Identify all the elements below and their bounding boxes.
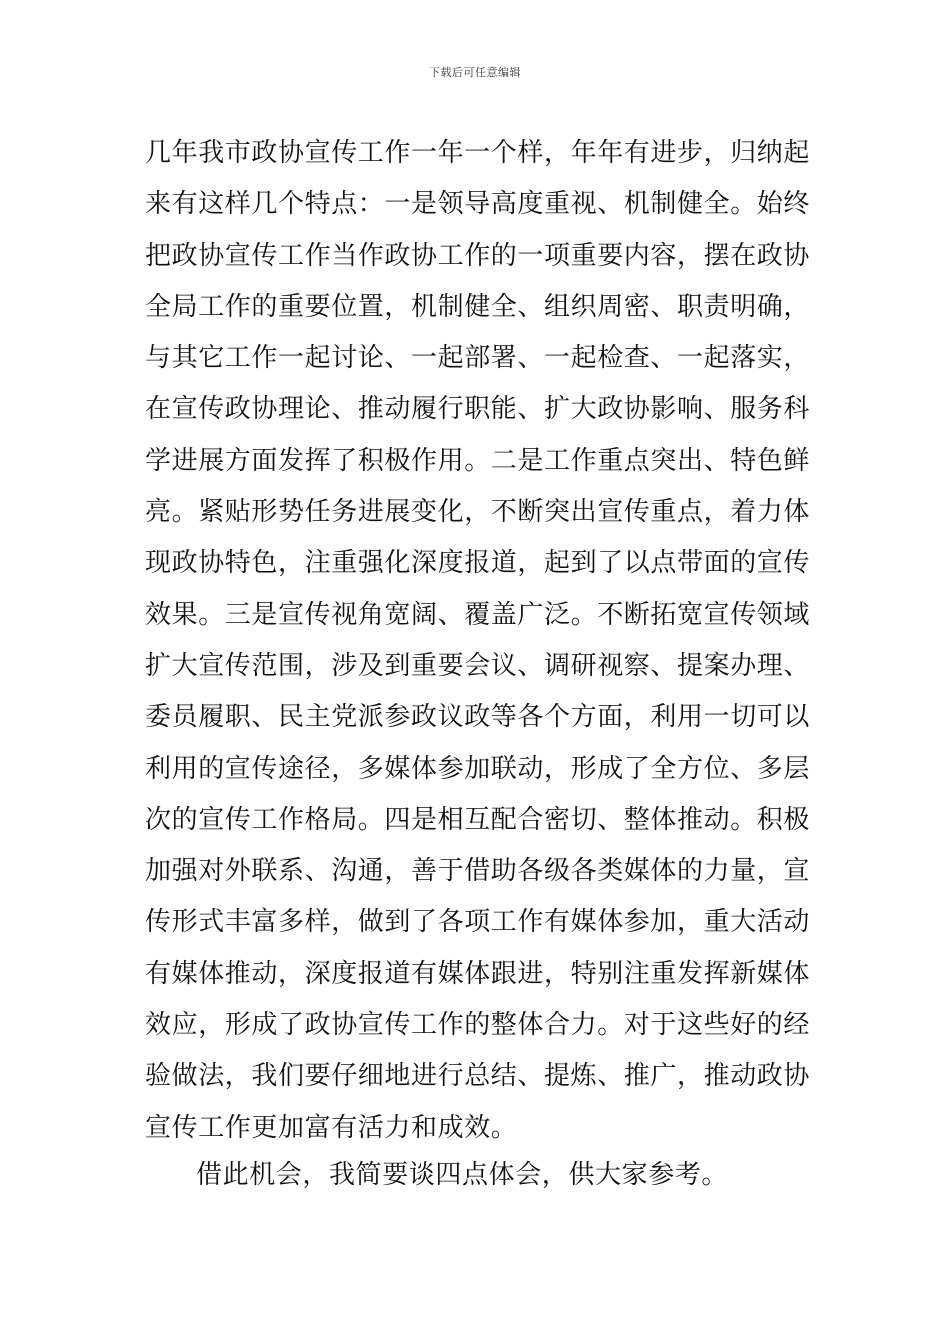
text-line: 亮。紧贴形势任务进展变化，不断突出宣传重点，着力体: [145, 497, 810, 528]
closing-paragraph: 借此机会，我简要谈四点体会，供大家参考。: [196, 1160, 729, 1190]
text-line: 来有这样几个特点：一是领导高度重视、机制健全。始终: [145, 189, 810, 220]
text-line: 效应，形成了政协宣传工作的整体合力。对于这些好的经: [145, 1010, 810, 1041]
text-line: 在宣传政协理论、推动履行职能、扩大政协影响、服务科: [145, 394, 810, 425]
text-line: 验做法，我们要仔细地进行总结、提炼、推广，推动政协: [145, 1061, 810, 1092]
text-line: 学进展方面发挥了积极作用。二是工作重点突出、特色鲜: [145, 445, 810, 476]
text-line: 加强对外联系、沟通，善于借助各级各类媒体的力量，宣: [145, 856, 810, 887]
text-line: 与其它工作一起讨论、一起部署、一起检查、一起落实，: [145, 343, 810, 374]
text-line: 传形式丰富多样，做到了各项工作有媒体参加，重大活动: [145, 907, 810, 938]
text-line: 委员履职、民主党派参政议政等各个方面，利用一切可以: [145, 702, 810, 733]
body-paragraph: [145, 128, 810, 1154]
text-line: 现政协特色，注重强化深度报道，起到了以点带面的宣传: [145, 548, 810, 579]
text-line: 次的宣传工作格局。四是相互配合密切、整体推动。积极: [145, 804, 810, 835]
text-line: 宣传工作更加富有活力和成效。: [145, 1112, 518, 1143]
text-line: 几年我市政协宣传工作一年一个样，年年有进步，归纳起: [145, 138, 810, 168]
page-header-note: 下载后可任意编辑: [429, 66, 521, 79]
text-line: 有媒体推动，深度报道有媒体跟进，特别注重发挥新媒体: [145, 958, 810, 989]
text-line: 全局工作的重要位置，机制健全、组织周密、职责明确，: [145, 291, 810, 322]
text-line: 扩大宣传范围，涉及到重要会议、调研视察、提案办理、: [145, 650, 810, 681]
text-line: 效果。三是宣传视角宽阔、覆盖广泛。不断拓宽宣传领域: [145, 599, 810, 630]
text-line: 利用的宣传途径，多媒体参加联动，形成了全方位、多层: [145, 753, 810, 784]
text-line: 把政协宣传工作当作政协工作的一项重要内容，摆在政协: [145, 240, 810, 271]
